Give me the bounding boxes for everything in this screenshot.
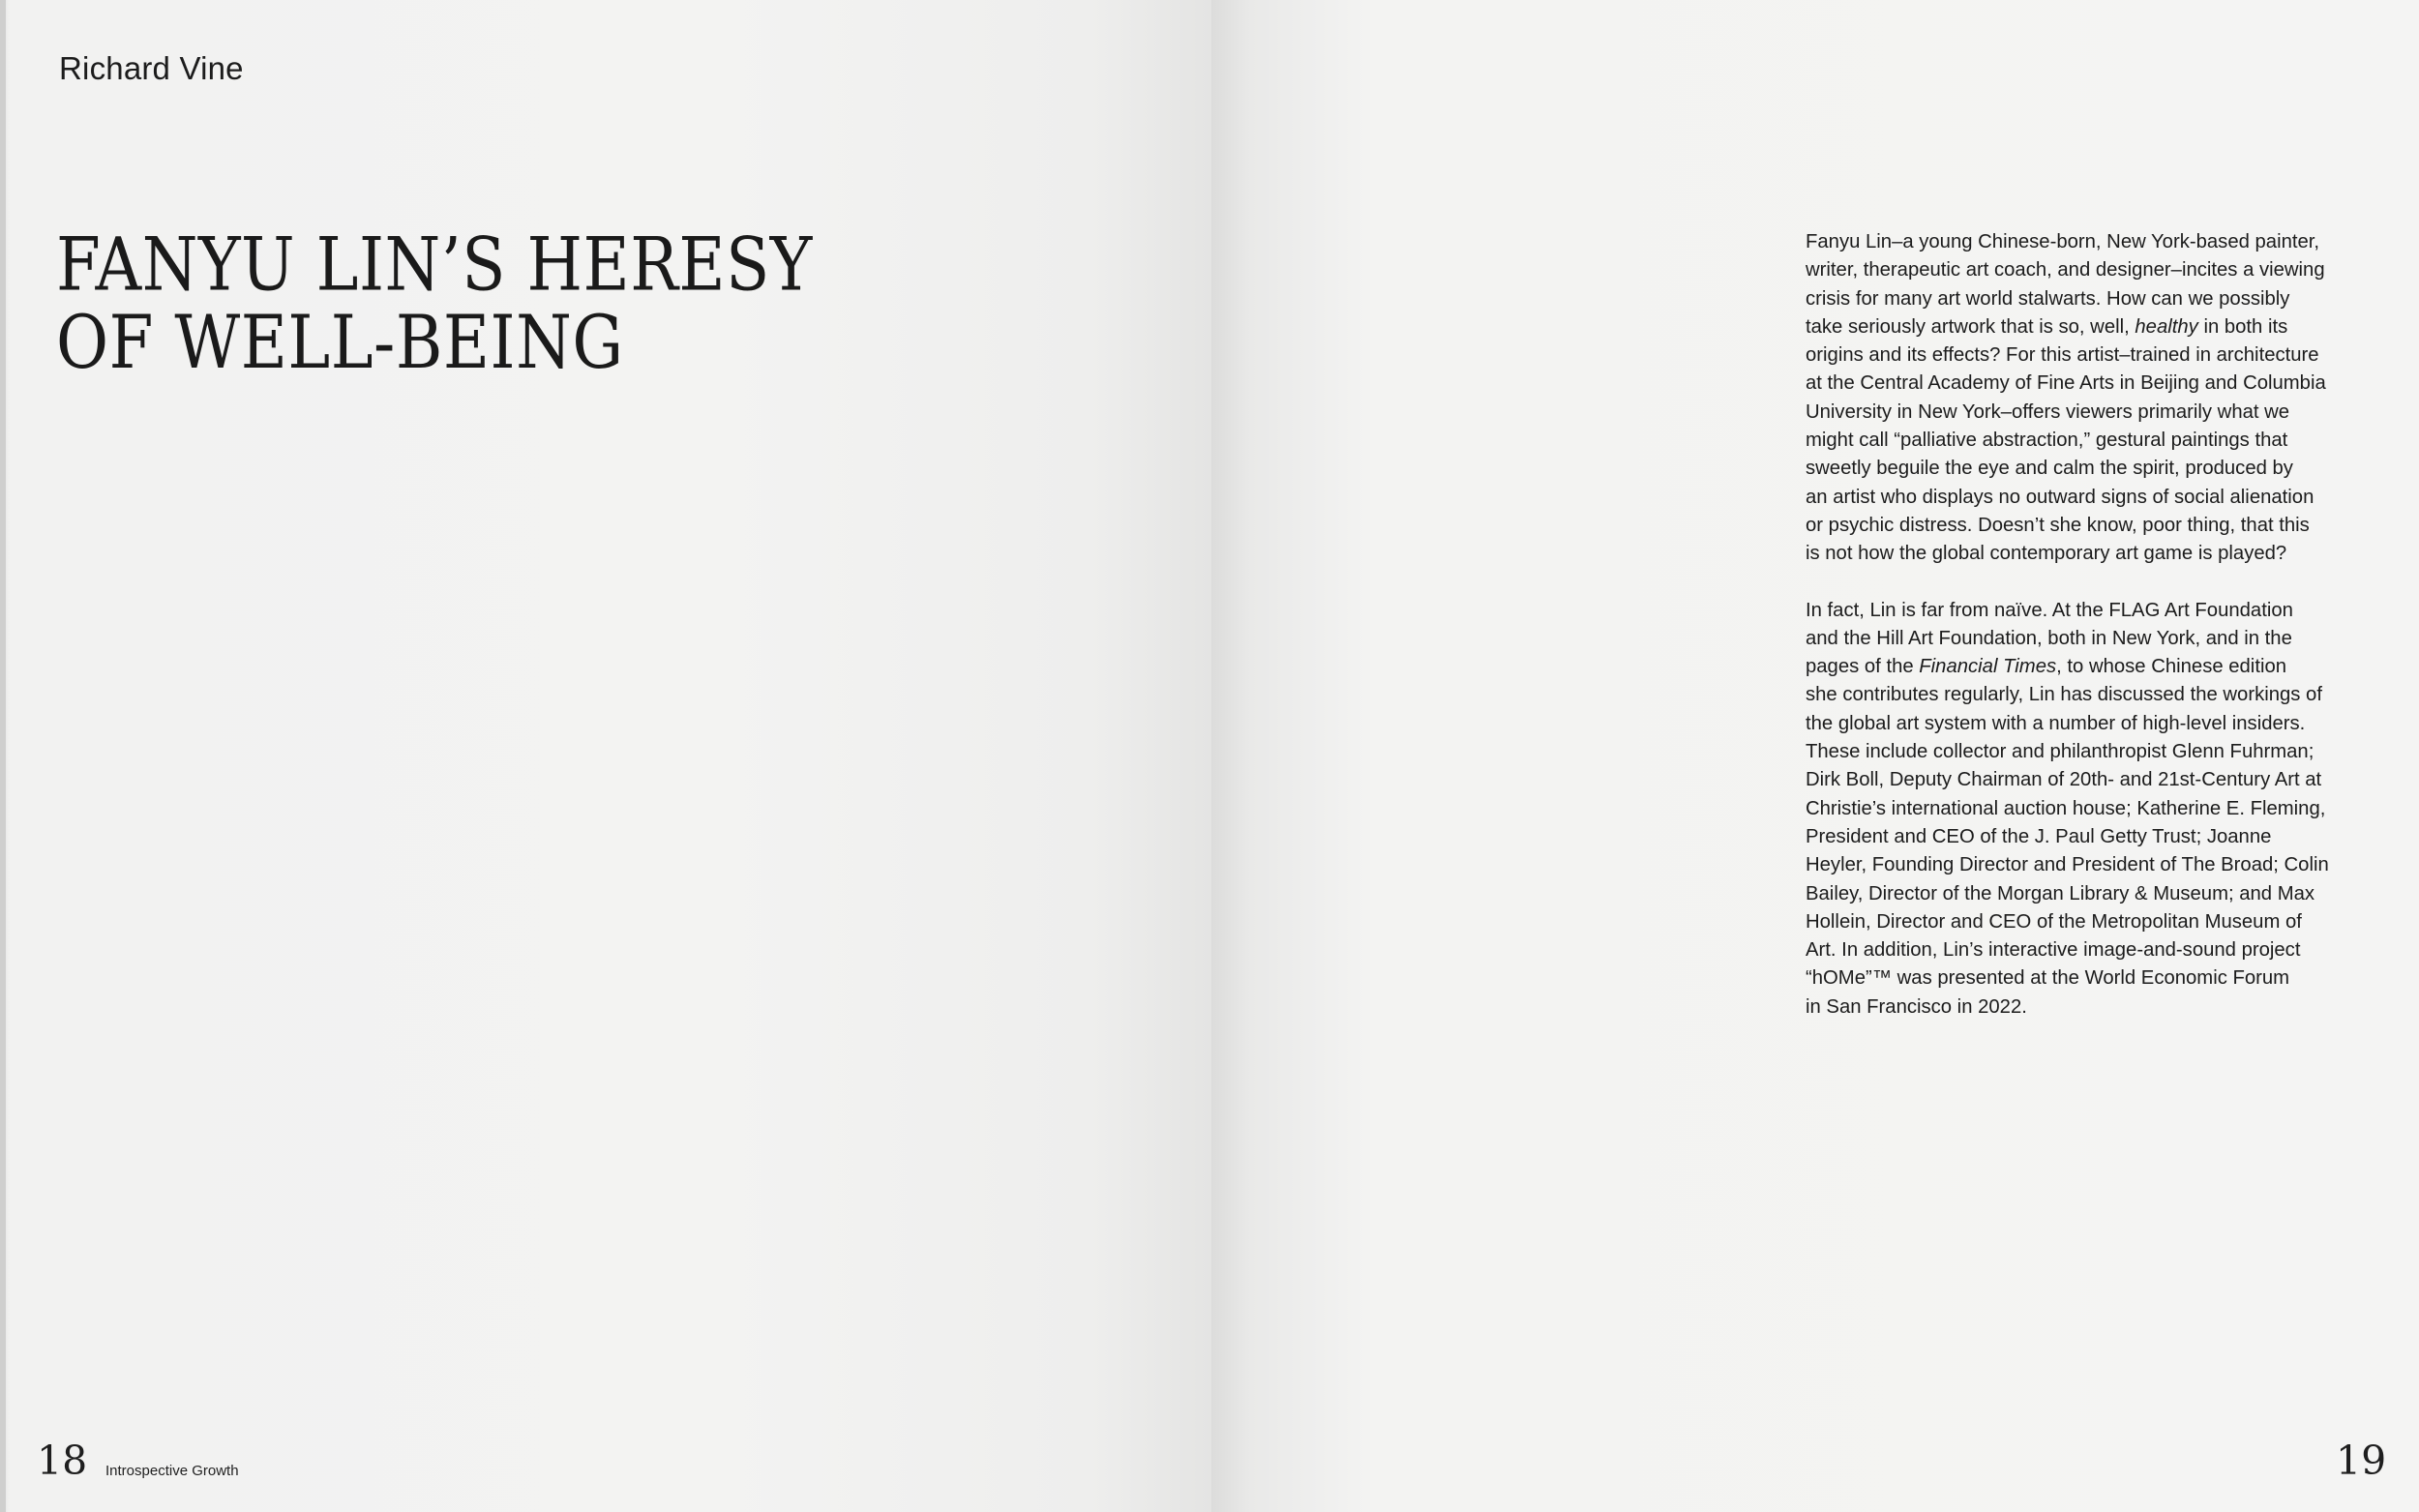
text-segment: pages of the <box>1806 656 1920 678</box>
page-number-left: 18 <box>37 1438 88 1484</box>
page-number-right: 19 <box>2336 1438 2387 1484</box>
text-line: “hOMe”™ was presented at the World Economic Forum <box>1806 967 2290 990</box>
text-line: an artist who displays no outward signs of social alienation <box>1806 486 2314 508</box>
text-line <box>1806 313 2386 341</box>
italic-text: Financial Times <box>1919 656 2057 678</box>
paragraph-2 <box>1806 597 2386 1022</box>
text-line: crisis for many art world stalwarts. How can we possibly <box>1806 287 2290 310</box>
text-line: President and CEO of the J. Paul Getty Trust; Joanne <box>1806 825 2272 847</box>
text-line: Heyler, Founding Director and President of The Broad; Colin <box>1806 854 2329 876</box>
text-segment: , to whose Chinese edition <box>2056 656 2287 678</box>
text-line: she contributes regularly, Lin has discussed the workings of <box>1806 684 2322 706</box>
article-title <box>56 222 813 386</box>
text-line: Bailey, Director of the Morgan Library & Museum; and Max <box>1806 882 2315 904</box>
text-line: the global art system with a number of high-level insiders. <box>1806 712 2306 734</box>
text-line: origins and its effects? For this artist–trained in architecture <box>1806 344 2319 367</box>
text-line <box>1806 653 2386 681</box>
title-line-2: OF WELL-BEING <box>56 299 624 386</box>
text-line: writer, therapeutic art coach, and designer–incites a viewing <box>1806 259 2325 282</box>
text-line: might call “palliative abstraction,” gestural paintings that <box>1806 430 2288 452</box>
text-line: These include collector and philanthropist Glenn Fuhrman; <box>1806 741 2314 763</box>
text-line: in San Francisco in 2022. <box>1806 995 2027 1018</box>
text-line: or psychic distress. Doesn’t she know, poor thing, that this <box>1806 514 2310 536</box>
text-line: Hollein, Director and CEO of the Metropolitan Museum of <box>1806 910 2302 933</box>
text-segment: take seriously artwork that is so, well, <box>1806 315 2135 338</box>
right-page <box>1211 0 2419 1512</box>
article-body <box>1806 228 2386 1050</box>
text-line: University in New York–offers viewers primarily what we <box>1806 400 2290 423</box>
section-label: Introspective Growth <box>105 1463 239 1479</box>
paragraph-1 <box>1806 228 2386 569</box>
text-line: Fanyu Lin–a young Chinese-born, New York-based painter, <box>1806 231 2320 252</box>
text-segment: in both its <box>2197 315 2288 338</box>
text-line: is not how the global contemporary art game is played? <box>1806 543 2287 565</box>
page-edge <box>0 0 6 1512</box>
author-name: Richard Vine <box>59 50 244 86</box>
text-line: Christie’s international auction house; Katherine E. Fleming, <box>1806 797 2326 819</box>
italic-text: healthy <box>2135 315 2198 338</box>
text-line: and the Hill Art Foundation, both in New York, and in the <box>1806 627 2292 649</box>
text-line: at the Central Academy of Fine Arts in Beijing and Columbia <box>1806 372 2326 395</box>
text-line: sweetly beguile the eye and calm the spirit, produced by <box>1806 458 2293 480</box>
text-line: Art. In addition, Lin’s interactive image-and-sound project <box>1806 939 2301 962</box>
text-line: Dirk Boll, Deputy Chairman of 20th- and 21st-Century Art at <box>1806 769 2322 791</box>
text-line: In fact, Lin is far from naïve. At the FLAG Art Foundation <box>1806 599 2293 621</box>
title-line-1: FANYU LIN’S HERESY <box>56 222 813 308</box>
